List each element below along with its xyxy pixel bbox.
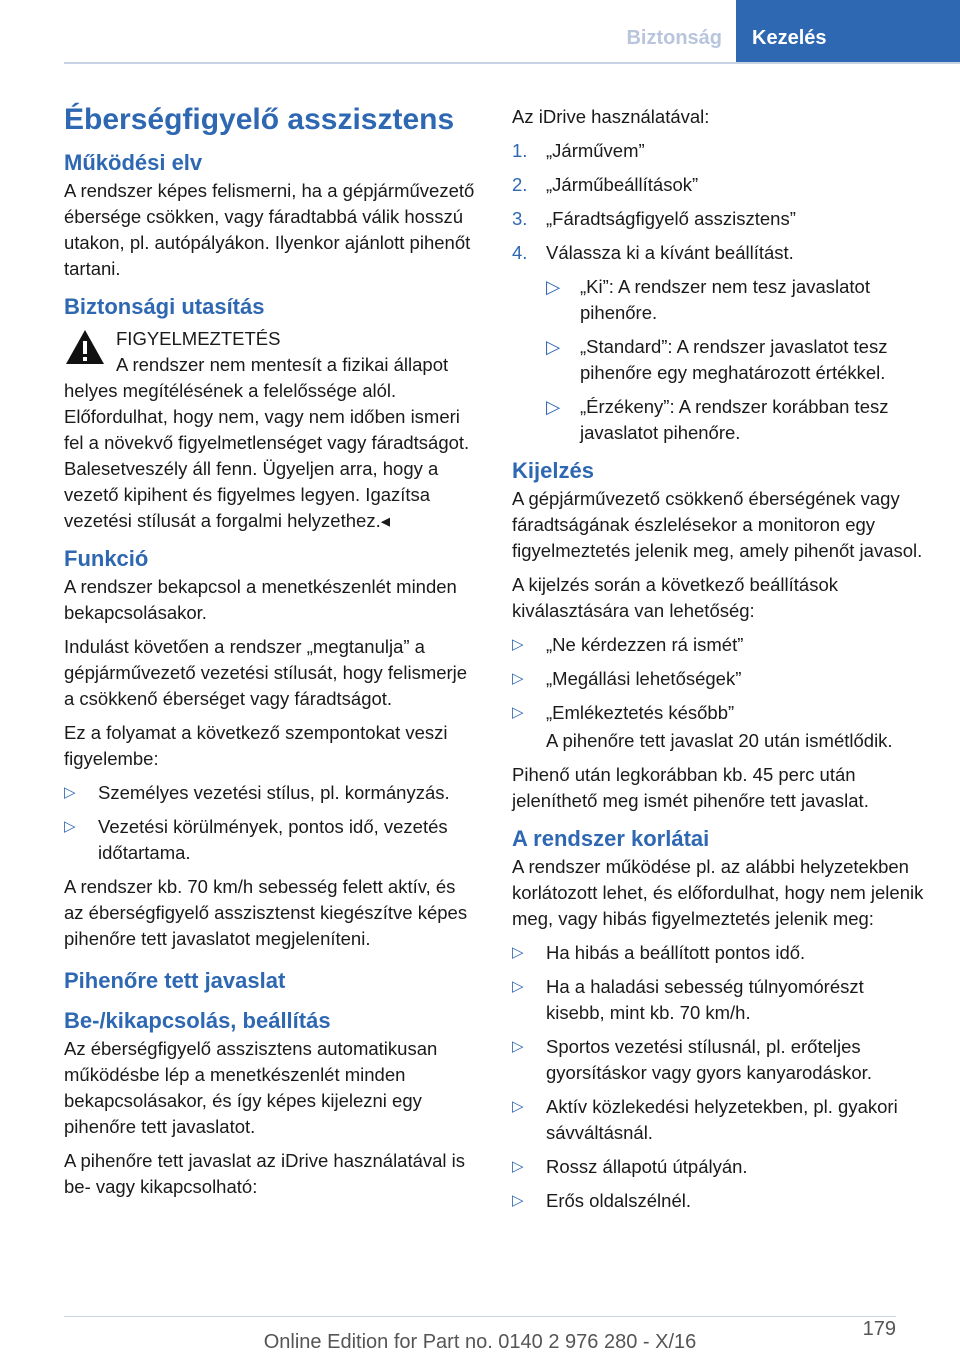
- list-item: ▷ Rossz állapotú útpályán.: [512, 1154, 924, 1180]
- page-number: 179: [862, 1318, 896, 1340]
- warning-triangle-icon: [64, 328, 106, 366]
- paragraph-be-ki-2: A pihenőre tett javaslat az iDrive használatával is be- vagy kikapcsolható:: [64, 1150, 466, 1197]
- bullet-triangle-icon: ▷: [512, 944, 524, 961]
- heading-be-kikapcsolas: Be-/kikapcsolás, beállítás: [64, 1008, 331, 1033]
- step-item: 3. „Fáradtságfigyelő asszisztens”: [512, 208, 796, 229]
- heading-pihenore: Pihenőre tett javaslat: [64, 968, 286, 993]
- step-item: 4. Válassza ki a kívánt beállítást. ▷ „Ki”: A rendszer nem tesz javaslatot pihenőre. ▷ „Standard”: A rendszer javaslatot tesz pihenőre egy meghatározott értékkel. ▷ „Érzékeny”: A rendszer korábban tesz javaslatot pihenőre.: [512, 240, 924, 446]
- paragraph-funkcio-1: A rendszer bekapcsol a menetkészenlét minden bekapcsolásakor.: [64, 576, 457, 623]
- list-item: ▷ „Ne kérdezzen rá ismét”: [512, 632, 924, 658]
- option-list: [546, 274, 924, 446]
- bullet-triangle-icon: ▷: [512, 1158, 524, 1175]
- bullet-triangle-icon: ▷: [512, 704, 524, 721]
- heading-biztonsagi-utasitas: Biztonsági utasítás: [64, 294, 265, 319]
- paragraph-korlatai: A rendszer működése pl. az alábbi helyzetekben korlátozott lehet, és előfordulhat, hogy nem jelenik meg, vagy hibás figyelmeztetés jelenik meg:: [512, 856, 924, 929]
- list-item: ▷ Sportos vezetési stílusnál, pl. erőteljes gyorsításkor vagy gyors kanyarodáskor.: [512, 1036, 872, 1083]
- list-item: ▷ „Emlékeztetés később”: [512, 700, 924, 726]
- paragraph-kijelzes-2: A kijelzés során a következő beállítások kiválasztására van lehetőség:: [512, 574, 838, 621]
- list-item: ▷ Ha hibás a beállított pontos idő.: [512, 940, 924, 966]
- bullet-triangle-icon: ▷: [64, 784, 76, 801]
- limitations-list: [512, 940, 924, 1214]
- step-item: 1. „Járművem”: [512, 140, 645, 161]
- paragraph-kijelzes-note: A pihenőre tett javaslat 20 után ismétlődik.: [546, 730, 893, 751]
- heading-kijelzes: Kijelzés: [512, 458, 594, 483]
- kijelzes-options: [512, 632, 924, 726]
- warning-body: A rendszer nem mentesít a fizikai állapot helyes megítélésének a felelőssége alól. Előfordulhat, hogy nem, vagy nem időben ismeri fel a növekvő figyelmetlenséget vagy fáradtságot. Balesetveszély áll fenn. Ügyeljen arra, hogy a vezető kipihent és figyelmes legyen. Igazítsa vezetési stílusát a forgalmi helyzethez.◂: [64, 354, 470, 531]
- list-item: ▷ Erős oldalszélnél.: [512, 1188, 924, 1214]
- bullet-triangle-icon: ▷: [546, 396, 561, 417]
- bullet-triangle-icon: ▷: [512, 1038, 524, 1055]
- page-title: Éberségfigyelő asszisztens: [64, 103, 455, 136]
- warning-box: [64, 326, 476, 534]
- paragraph-funkcio-3: Ez a folyamat a következő szempontokat veszi figyelembe:: [64, 722, 448, 769]
- bullet-triangle-icon: ▷: [512, 636, 524, 653]
- bullet-triangle-icon: ▷: [546, 276, 561, 297]
- chapter-tabs: [602, 0, 960, 62]
- list-item: ▷ „Standard”: A rendszer javaslatot tesz pihenőre egy meghatározott értékkel.: [546, 336, 888, 383]
- bullet-triangle-icon: ▷: [512, 978, 524, 995]
- step-item: 2. „Járműbeállítások”: [512, 174, 699, 195]
- paragraph-kijelzes-3: Pihenő után legkorábban kb. 45 perc után jeleníthető meg ismét pihenőre tett javaslat.: [512, 764, 869, 811]
- paragraph-mukodesi: A rendszer képes felismerni, ha a gépjárművezető ébersége csökken, vagy fáradtabbá válik hosszú utakon, pl. autópályákon. Ilyenkor ajánlott pihenőt tartani.: [64, 180, 475, 279]
- bullet-triangle-icon: ▷: [512, 1098, 524, 1115]
- warning-title: FIGYELMEZTETÉS: [116, 328, 281, 349]
- bullet-triangle-icon: ▷: [546, 336, 561, 357]
- aspect-list: [64, 780, 476, 866]
- footer-edition: Online Edition for Part no. 0140 2 976 280 - X/16: [263, 1331, 697, 1353]
- tab-kezeles[interactable]: Kezelés: [736, 0, 960, 62]
- list-item: ▷ Aktív közlekedési helyzetekben, pl. gyakori sávváltásnál.: [512, 1096, 898, 1143]
- footer-divider: [64, 1316, 896, 1317]
- right-column: [512, 104, 924, 1222]
- paragraph-idrive: Az iDrive használatával:: [512, 106, 710, 127]
- list-item: ▷ Személyes vezetési stílus, pl. kormányzás.: [64, 780, 476, 806]
- list-item: ▷ Vezetési körülmények, pontos idő, vezetés időtartama.: [64, 816, 448, 863]
- heading-funkcio: Funkció: [64, 546, 149, 571]
- paragraph-be-ki-1: Az éberségfigyelő asszisztens automatikusan működésbe lép a menetkészenlét minden bekapcsolásakor, és így képes kijelezni egy pihenőre tett javaslatot.: [64, 1038, 438, 1137]
- list-item: ▷ „Ki”: A rendszer nem tesz javaslatot pihenőre.: [546, 276, 870, 323]
- bullet-triangle-icon: ▷: [512, 670, 524, 687]
- list-item: ▷ „Érzékeny”: A rendszer korábban tesz javaslatot pihenőre.: [546, 396, 889, 443]
- heading-korlatai: A rendszer korlátai: [512, 826, 710, 851]
- heading-mukodesi-elv: Működési elv: [64, 150, 203, 175]
- list-item: ▷ „Megállási lehetőségek”: [512, 666, 924, 692]
- left-column: [64, 96, 476, 1208]
- bullet-triangle-icon: ▷: [512, 1192, 524, 1209]
- tab-biztonsag[interactable]: Biztonság: [602, 0, 736, 62]
- paragraph-funkcio-2: Indulást követően a rendszer „megtanulja” a gépjárművezető vezetési stílusát, hogy felismerje a csökkenő éberséget vagy fáradtságot.: [64, 636, 468, 709]
- bullet-triangle-icon: ▷: [64, 818, 76, 835]
- paragraph-kijelzes-1: A gépjárművezető csökkenő éberségének vagy fáradtságának észlelésekor a monitoron egy figyelmeztetés jelenik meg, amely pihenőt javasol.: [512, 488, 923, 561]
- paragraph-funkcio-4: A rendszer kb. 70 km/h sebesség felett aktív, és az éberségfigyelő asszisztenst kiegészítve képes pihenőre tett javaslatot megjeleníteni.: [64, 876, 468, 949]
- list-item: ▷ Ha a haladási sebesség túlnyomórészt kisebb, mint kb. 70 km/h.: [512, 976, 864, 1023]
- header-divider: [64, 62, 960, 64]
- steps-list: [512, 138, 924, 446]
